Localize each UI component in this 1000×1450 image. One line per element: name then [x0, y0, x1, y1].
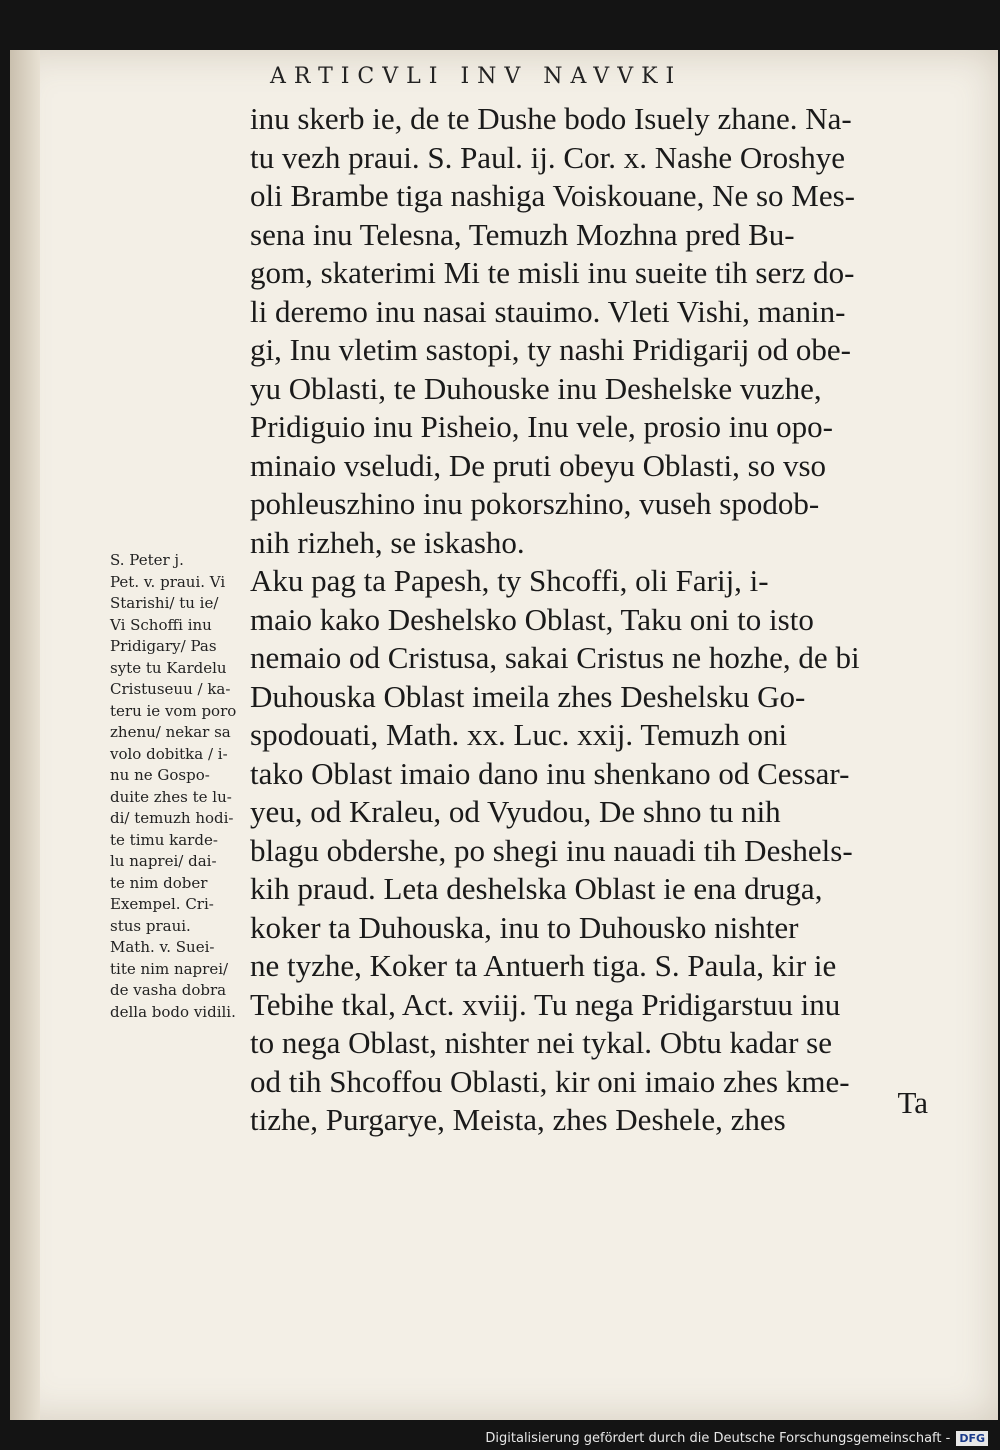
margin-note-line: tite nim naprei/ [110, 959, 229, 978]
margin-note-line: te nim dober [110, 873, 208, 892]
body-text-line: Tebihe tkal, Act. xviij. Tu nega Pridigarstuu inu [250, 986, 841, 1022]
margin-note-line: volo dobitka / i- [110, 744, 228, 763]
margin-note-line: teru ie vom poro [110, 701, 237, 720]
body-text-line: koker ta Duhouska, inu to Duhousko nishter [250, 909, 799, 945]
body-text-line: ne tyzhe, Koker ta Antuerh tiga. S. Paula, kir ie [250, 948, 837, 983]
body-text-line: tizhe, Purgarye, Meista, zhes Deshele, zhes [250, 1102, 786, 1137]
body-text-line: minaio vseludi, De pruti obeyu Oblasti, so vso [250, 447, 827, 483]
catchword: Ta [897, 1085, 928, 1120]
margin-note-line: Pridigary/ Pas [110, 637, 217, 655]
margin-note-line: zhenu/ nekar sa [110, 723, 231, 741]
margin-note-line: de vasha dobra [110, 981, 227, 999]
footer-text: Digitalisierung gefördert durch die Deutsche Forschungsgemeinschaft - [485, 1431, 951, 1446]
margin-note-line: Exempel. Cri- [110, 895, 214, 913]
body-text-line: od tih Shcoffou Oblasti, kir oni imaio zhes kme- [250, 1063, 850, 1099]
margin-note-line: Cristuseuu / ka- [110, 680, 231, 698]
body-text-line: li deremo inu nasai stauimo. Vleti Vishi, manin- [250, 293, 846, 329]
margin-note-line: di/ temuzh hodi- [110, 809, 234, 827]
footer-credit [485, 1431, 988, 1446]
body-text-line: spodouati, Math. xx. Luc. xxij. Temuzh oni [250, 717, 788, 752]
marginal-note [110, 550, 270, 1023]
body-text-line: Pridiguio inu Pisheio, Inu vele, prosio inu opo- [250, 409, 833, 444]
body-text-line: Duhouska Oblast imeila zhes Deshelsku Go- [250, 678, 806, 714]
margin-note-line: lu naprei/ dai- [110, 852, 217, 870]
margin-note-line: duite zhes te lu- [110, 787, 232, 806]
body-text-line: tu vezh praui. S. Paul. ij. Cor. x. Nashe Oroshye [250, 139, 845, 175]
page-edge [10, 50, 40, 1420]
body-text-line: to nega Oblast, nishter nei tykal. Obtu kadar se [250, 1025, 832, 1060]
margin-note-line: Vi Schoffi inu [110, 615, 212, 634]
body-text-line: maio kako Deshelsko Oblast, Taku oni to isto [250, 601, 814, 637]
body-text-line: nemaio od Cristusa, sakai Cristus ne hozhe, de bi [250, 640, 860, 675]
body-text-line: pohleuszhino inu pokorszhino, vuseh spodob- [250, 486, 820, 521]
body-text-line: Aku pag ta Papesh, ty Shcoffi, oli Farij, i- [250, 563, 769, 598]
body-text-line: oli Brambe tiga nashiga Voiskouane, Ne so Mes- [250, 178, 855, 213]
body-text-line: gi, Inu vletim sastopi, ty nashi Pridigarij od obe- [250, 332, 851, 367]
body-text-line: blagu obdershe, po shegi inu nauadi tih Deshels- [250, 832, 853, 868]
body-text-line: tako Oblast imaio dano inu shenkano od Cessar- [250, 755, 850, 791]
main-text-block [250, 100, 930, 1140]
margin-note-line: Starishi/ tu ie/ [110, 594, 219, 612]
body-text-line: nih rizheh, se iskasho. [250, 524, 525, 560]
margin-note-line: della bodo vidili. [110, 1002, 236, 1021]
running-title: ARTICVLI INV NAVVKI [270, 64, 683, 89]
margin-note-line: stus praui. [110, 916, 191, 935]
margin-note-line: S. Peter j. [110, 551, 184, 569]
margin-note-line: syte tu Kardelu [110, 658, 227, 677]
margin-note-line: nu ne Gospo- [110, 766, 210, 784]
body-text-line: sena inu Telesna, Temuzh Mozhna pred Bu- [250, 216, 795, 252]
body-text-line: yu Oblasti, te Duhouske inu Deshelske vuzhe, [250, 370, 822, 406]
margin-note-line: te timu karde- [110, 830, 218, 849]
body-text-line: inu skerb ie, de te Dushe bodo Isuely zhane. Na- [250, 101, 852, 136]
margin-note-line: Pet. v. praui. Vi [110, 572, 226, 591]
body-text-line: kih praud. Leta deshelska Oblast ie ena druga, [250, 871, 823, 906]
body-text-line: yeu, od Kraleu, od Vyudou, De shno tu nih [250, 794, 781, 829]
margin-note-line: Math. v. Suei- [110, 938, 215, 956]
dfg-logo: DFG [956, 1431, 988, 1446]
body-text-line: gom, skaterimi Mi te misli inu sueite tih serz do- [250, 255, 855, 290]
